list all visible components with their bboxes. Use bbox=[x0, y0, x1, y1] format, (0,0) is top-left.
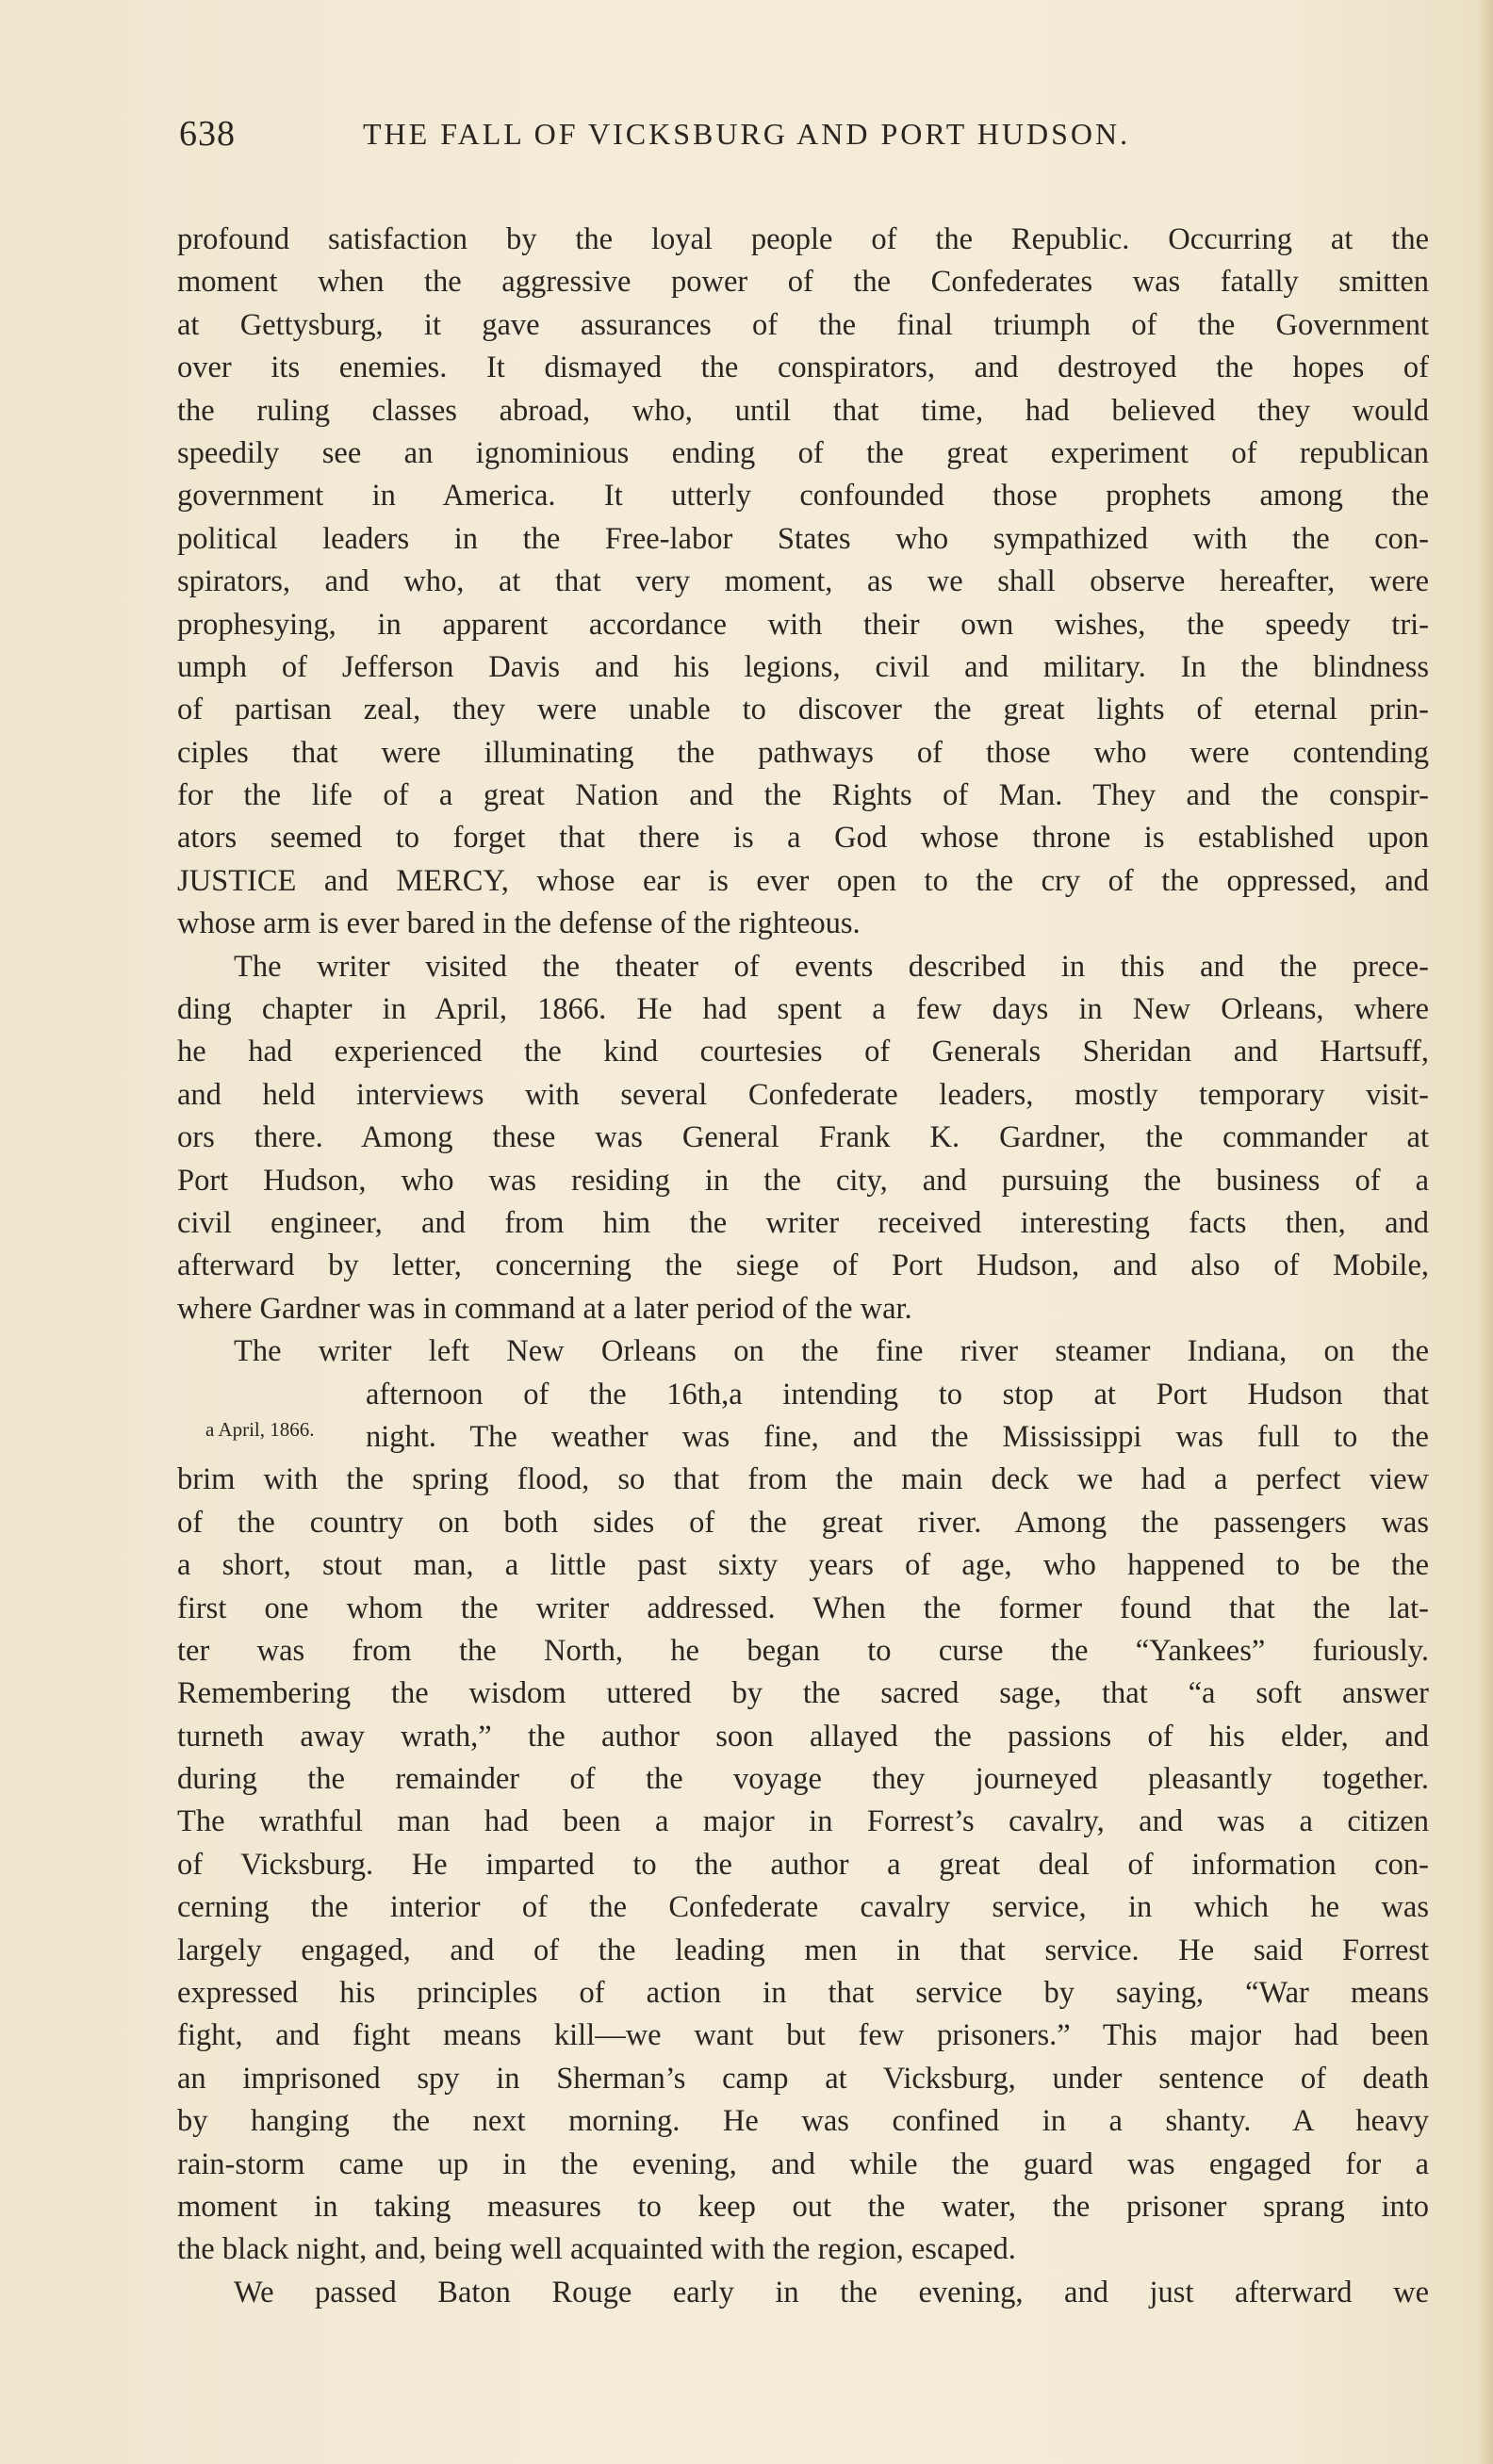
text-line: JUSTICE and MERCY, whose ear is ever open to the cry of the oppressed, and bbox=[177, 863, 1429, 898]
text-line: first one whom the writer addressed. When the former found that the lat- bbox=[177, 1591, 1429, 1625]
text-line-beside-note: night. The weather was fine, and the Mississippi was full to the bbox=[366, 1419, 1429, 1454]
text-line: expressed his principles of action in that service by saying, “War means bbox=[177, 1976, 1429, 2011]
text-line: Remembering the wisdom uttered by the sacred sage, that “a soft answer bbox=[177, 1676, 1429, 1711]
text-line: whose arm is ever bared in the defense of the righteous. bbox=[177, 906, 861, 941]
text-line: by hanging the next morning. He was confined in a shanty. A heavy bbox=[177, 2104, 1429, 2139]
text-line: of partisan zeal, they were unable to discover the great lights of eternal prin- bbox=[177, 693, 1429, 727]
text-line: ciples that were illuminating the pathways of those who were contending bbox=[177, 735, 1429, 770]
text-line: and held interviews with several Confederate leaders, mostly temporary visit- bbox=[177, 1077, 1429, 1112]
margin-note: a April, 1866. bbox=[205, 1418, 315, 1441]
text-line: umph of Jefferson Davis and his legions, civil and military. In the blindness bbox=[177, 649, 1429, 684]
text-line: a short, stout man, a little past sixty years of age, who happened to be the bbox=[177, 1548, 1429, 1583]
text-line: profound satisfaction by the loyal people of the Republic. Occurring at the bbox=[177, 222, 1429, 256]
text-line: government in America. It utterly confounded those prophets among the bbox=[177, 479, 1429, 514]
text-line: ors there. Among these was General Frank K. Gardner, the commander at bbox=[177, 1120, 1429, 1155]
text-line: ding chapter in April, 1866. He had spent a few days in New Orleans, where bbox=[177, 992, 1429, 1027]
text-line: speedily see an ignominious ending of the great experiment of republican bbox=[177, 435, 1429, 470]
body-text bbox=[177, 219, 1429, 2314]
text-line: of the country on both sides of the great river. Among the passengers was bbox=[177, 1505, 1429, 1540]
text-line: an imprisoned spy in Sherman’s camp at Vicksburg, under sentence of death bbox=[177, 2061, 1429, 2096]
paragraph-start-line: We passed Baton Rouge early in the evening, and just afterward we bbox=[234, 2275, 1429, 2309]
text-line: afterward by letter, concerning the siege of Port Hudson, and also of Mobile, bbox=[177, 1248, 1429, 1283]
text-line: Port Hudson, who was residing in the city, and pursuing the business of a bbox=[177, 1163, 1429, 1198]
text-line: over its enemies. It dismayed the conspirators, and destroyed the hopes of bbox=[177, 351, 1429, 385]
text-line: civil engineer, and from him the writer received interesting facts then, and bbox=[177, 1205, 1429, 1240]
text-line: he had experienced the kind courtesies of Generals Sheridan and Hartsuff, bbox=[177, 1035, 1429, 1069]
text-line: during the remainder of the voyage they journeyed pleasantly together. bbox=[177, 1762, 1429, 1797]
text-line-beside-note: afternoon of the 16th,a intending to stop at Port Hudson that bbox=[366, 1377, 1429, 1411]
page-edge bbox=[1480, 0, 1493, 2464]
text-line: The wrathful man had been a major in Forrest’s cavalry, and was a citizen bbox=[177, 1804, 1429, 1839]
text-line: ators seemed to forget that there is a God whose throne is established upon bbox=[177, 821, 1429, 856]
text-line: turneth away wrath,” the author soon allayed the passions of his elder, and bbox=[177, 1719, 1429, 1754]
text-line: largely engaged, and of the leading men in that service. He said Forrest bbox=[177, 1933, 1429, 1967]
paragraph-start-line: The writer visited the theater of events described in this and the prece- bbox=[234, 949, 1429, 984]
paragraph-start-line: The writer left New Orleans on the fine river steamer Indiana, on the bbox=[234, 1334, 1429, 1369]
text-line: political leaders in the Free-labor States who sympathized with the con- bbox=[177, 521, 1429, 556]
text-line: moment in taking measures to keep out the water, the prisoner sprang into bbox=[177, 2189, 1429, 2224]
text-line: rain-storm came up in the evening, and while the guard was engaged for a bbox=[177, 2146, 1429, 2181]
text-line: spirators, and who, at that very moment, as we shall observe hereafter, were bbox=[177, 564, 1429, 599]
text-line: cerning the interior of the Confederate cavalry service, in which he was bbox=[177, 1890, 1429, 1925]
text-line: the black night, and, being well acquainted with the region, escaped. bbox=[177, 2232, 1016, 2267]
text-line: where Gardner was in command at a later period of the war. bbox=[177, 1291, 912, 1326]
text-line: for the life of a great Nation and the Rights of Man. They and the conspir- bbox=[177, 778, 1429, 813]
text-line: of Vicksburg. He imparted to the author a great deal of information con- bbox=[177, 1847, 1429, 1882]
text-line: brim with the spring flood, so that from the main deck we had a perfect view bbox=[177, 1462, 1429, 1497]
page-header bbox=[179, 113, 1433, 170]
page-number: 638 bbox=[179, 114, 236, 154]
text-line: ter was from the North, he began to curse the “Yankees” furiously. bbox=[177, 1633, 1429, 1668]
text-line: moment when the aggressive power of the Confederates was fatally smitten bbox=[177, 265, 1429, 300]
running-head: THE FALL OF VICKSBURG AND PORT HUDSON. bbox=[363, 117, 1131, 151]
text-line: at Gettysburg, it gave assurances of the final triumph of the Government bbox=[177, 307, 1429, 342]
text-line: prophesying, in apparent accordance with their own wishes, the speedy tri- bbox=[177, 607, 1429, 642]
text-line: the ruling classes abroad, who, until that time, had believed they would bbox=[177, 393, 1429, 428]
text-line: fight, and fight means kill—we want but few prisoners.” This major had been bbox=[177, 2018, 1429, 2053]
